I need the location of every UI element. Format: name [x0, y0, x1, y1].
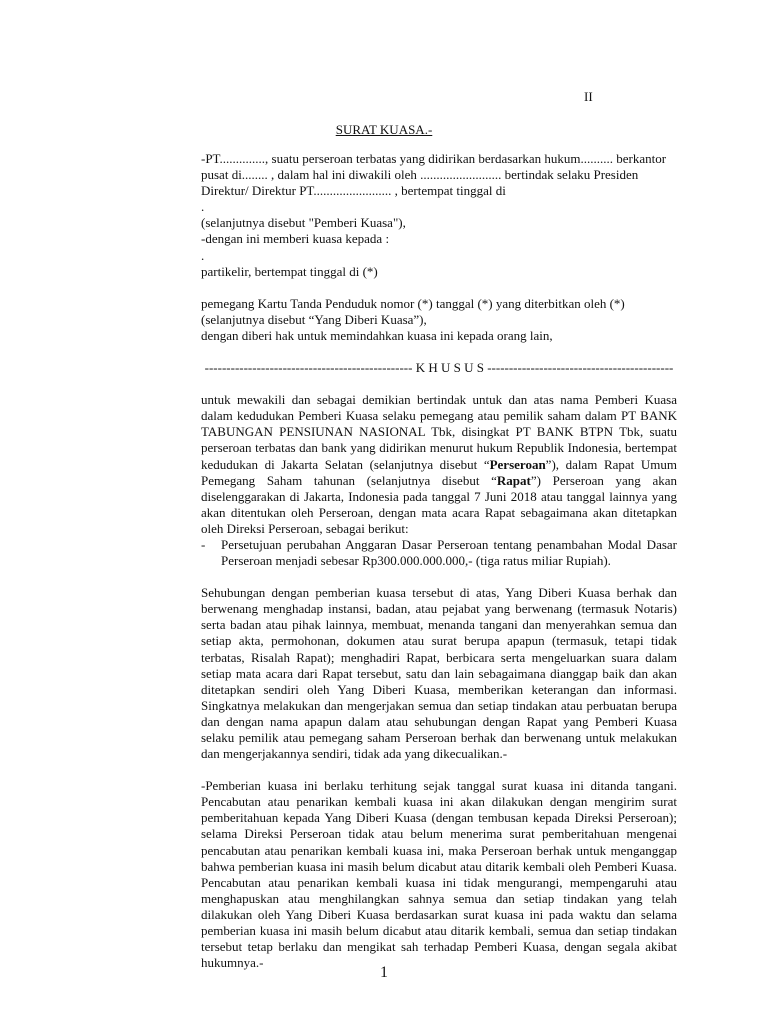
authority-paragraph: Sehubungan dengan pemberian kuasa tersebut di atas, Yang Diberi Kuasa berhak dan berwenang menghadap instansi, badan, atau pejabat yang berwenang (termasuk Notaris) serta badan atau pihak lainnya, membuat, menanda tangani dan menyerahkan semua dan setiap akta, permohonan, dokumen atau surat berupa apapun (termasuk, tetapi tidak terbatas, Risalah Rapat); menghadiri Rapat, berbicara serta mengeluarkan suara dalam setiap mata acara dari Rapat tersebut, satu dan lain sebagaimana dianggap baik dan akan ditetapkan sendiri oleh Yang Diberi Kuasa, memberikan keterangan dan informasi. Singkatnya melakukan dan mengerjakan semua dan setiap tindakan atau perbuatan berupa dan dengan nama apapun dalam atau sehubungan dengan Rapat yang Pemberi Kuasa selaku pemilik atau pemegang saham Perseroan berhak dan berwenang untuk melakukan dan mengerjakannya sendiri, tidak ada yang dikecualikan.- [201, 585, 677, 762]
purpose-text-2: ”), dalam Rapat Umum Pemegang Saham tahunan (selanjutnya disebut “ [201, 456, 677, 488]
purpose-text-3: ”) Perseroan yang akan diselenggarakan di Jakarta, Indonesia pada tanggal 7 Juni 2018 atau tanggal lainnya yang akan ditentukan oleh Perseroan, dengan mata acara Rapat sebagaimana akan ditetapkan oleh Direksi Perseroan, sebagai berikut: [201, 472, 677, 536]
agenda-item-text: Persetujuan perubahan Anggaran Dasar Perseroan tentang penambahan Modal Dasar Perseroan menjadi sebesar Rp300.000.000.000,- (tiga ratus miliar Rupiah). [221, 536, 677, 569]
purpose-bold-rapat: Rapat [496, 472, 531, 488]
khusus-separator: ------------------------------------------------ K H U S U S ------------------------------------------- [204, 360, 674, 376]
document-title-text: SURAT KUASA.- [335, 122, 433, 137]
intro-line-1: -PT.............., suatu perseroan terbatas yang didirikan berdasarkan hukum.......... berkantor [201, 151, 667, 166]
agenda-item [201, 537, 677, 569]
intro-line-2: pusat di........ , dalam hal ini diwakili oleh ......................... bertindak selaku Presiden [201, 167, 639, 183]
grantor-alias: (selanjutnya disebut "Pemberi Kuasa"), [201, 215, 406, 231]
purpose-bold-perseroan: Perseroan [489, 456, 546, 472]
purpose-paragraph [201, 392, 677, 537]
grant-line: -dengan ini memberi kuasa kepada : [201, 231, 390, 247]
agenda-bullet-dash: - [201, 536, 206, 552]
section-numeral: II [584, 89, 593, 104]
intro-dot-1: . [201, 199, 205, 215]
intro-dot-2: . [201, 247, 205, 263]
purpose-text-1: untuk mewakili dan sebagai demikian bertindak untuk dan atas nama Pemberi Kuasa dalam kedudukan Pemberi Kuasa selaku pemegang atau pemilik saham dalam PT BANK TABUNGAN PENSIUNAN NASIONAL Tbk, disingkat PT BANK BTPN Tbk, suatu perseroan terbatas dan bank yang didirikan menurut hukum Republik Indonesia, bertempat kedudukan di Jakarta Selatan (selanjutnya disebut “ [201, 392, 677, 472]
grantee-line-3: dengan diberi hak untuk memindahkan kuasa ini kepada orang lain, [201, 327, 553, 343]
address-line: partikelir, bertempat tinggal di (*) [201, 263, 378, 279]
grantee-line-1: pemegang Kartu Tanda Penduduk nomor (*) tanggal (*) yang diterbitkan oleh (*) [201, 295, 625, 311]
document-body [201, 151, 677, 971]
page-number: 1 [380, 964, 388, 981]
document-title [0, 122, 768, 138]
grantee-line-2: (selanjutnya disebut “Yang Diberi Kuasa”), [201, 311, 427, 327]
validity-paragraph: -Pemberian kuasa ini berlaku terhitung sejak tanggal surat kuasa ini ditanda tangani. Pencabutan atau penarikan kembali kuasa ini akan dilakukan dengan mengirim surat pemberitahuan kepada Yang Diberi Kuasa (dengan tembusan kepada Direksi Perseroan); selama Direksi Perseroan tidak atau belum menerima surat pemberitahuan mengenai pencabutan atau penarikan kembali kuasa ini, maka Perseroan berhak untuk menganggap bahwa pemberian kuasa ini masih belum dicabut atau ditarik kembali oleh Pemberi Kuasa. Pencabutan atau penarikan kembali kuasa ini tidak mengurangi, mempengaruhi atau menghapuskan atau menghilangkan sahnya semua dan setiap tindakan yang telah dilakukan oleh Yang Diberi Kuasa berdasarkan surat kuasa ini pada waktu dan selama pemberian kuasa ini masih belum dicabut atau ditarik kembali, semua dan setiap tindakan tersebut tetap berlaku dan mengikat sah terhadap Pemberi Kuasa, dengan segala akibat hukumnya.- [201, 778, 677, 971]
intro-line-3: Direktur/ Direktur PT........................ , bertempat tinggal di [201, 183, 506, 199]
